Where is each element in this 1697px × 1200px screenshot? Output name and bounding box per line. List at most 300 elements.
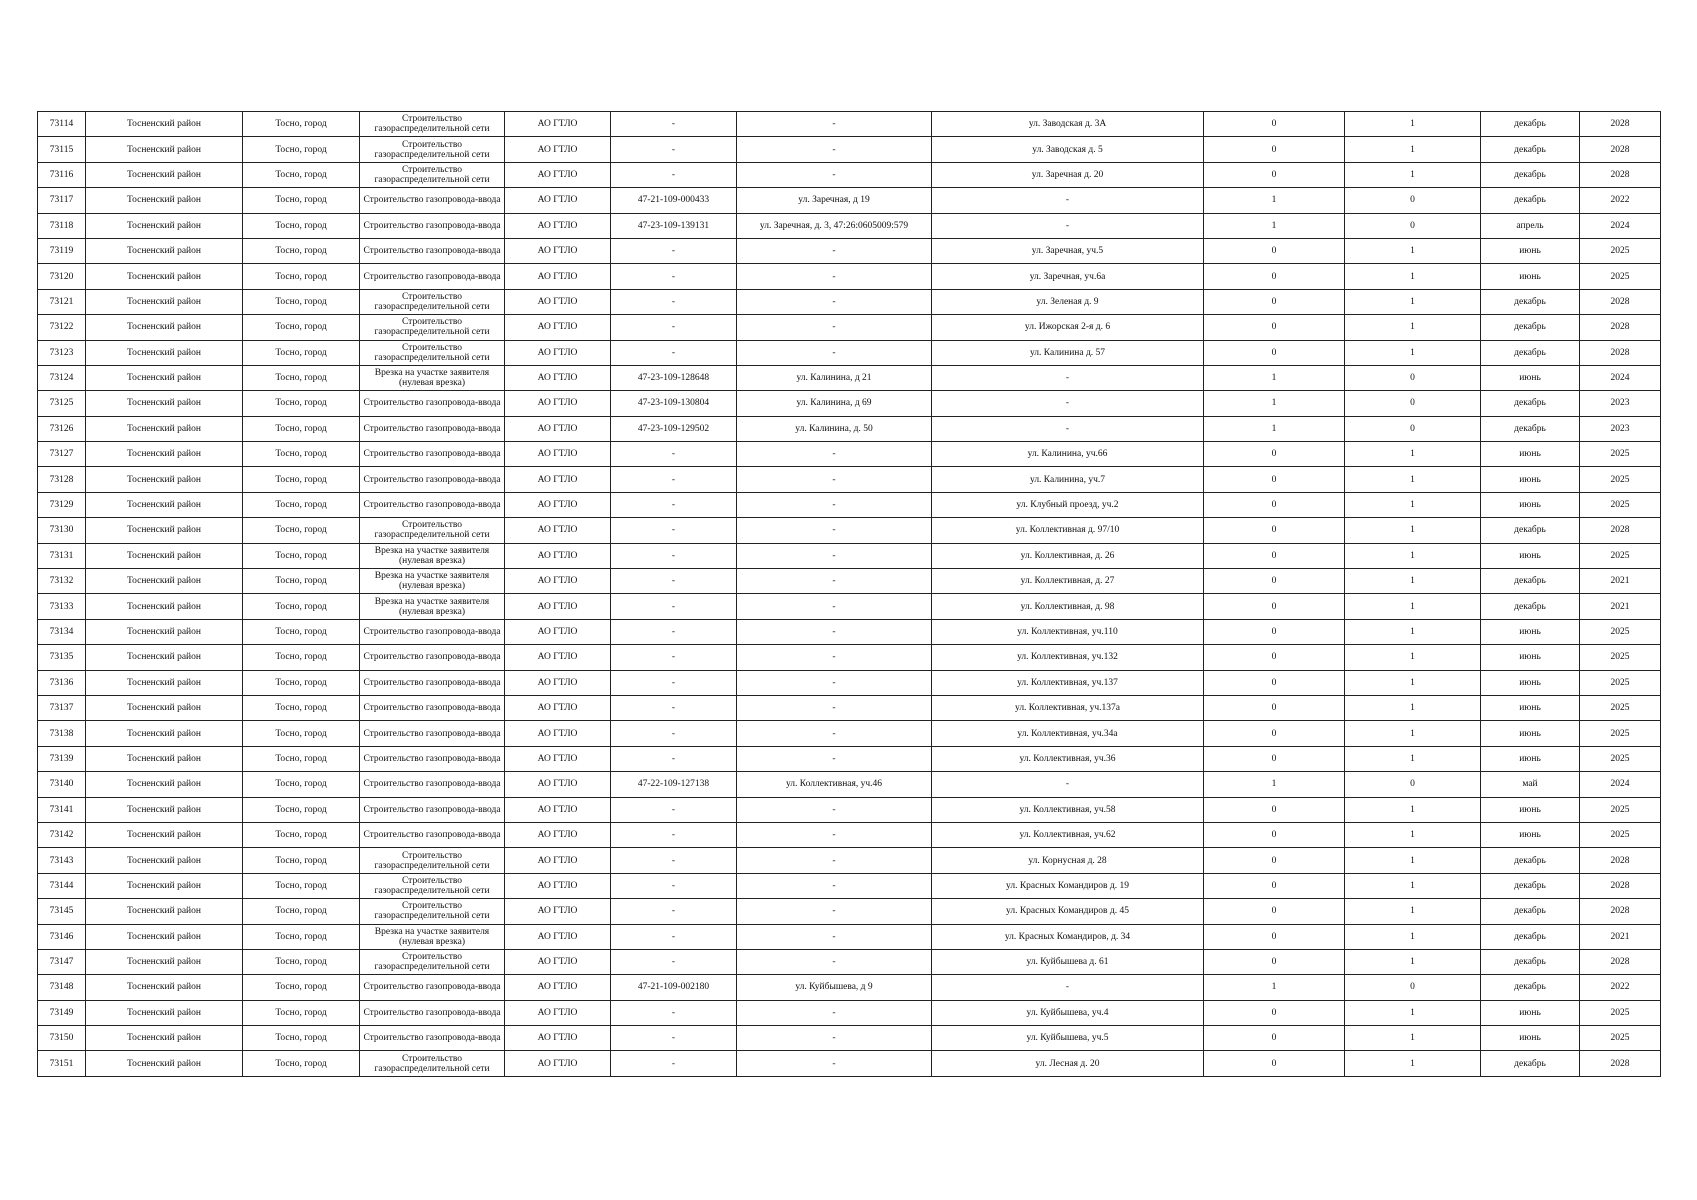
cell-district: Тосненский район	[86, 289, 243, 314]
cell-district: Тосненский район	[86, 1026, 243, 1051]
cell-work_type: Строительство газопровода-ввода	[360, 797, 505, 822]
cell-district: Тосненский район	[86, 467, 243, 492]
cell-flag_b: 1	[1345, 569, 1481, 594]
cell-cadastral: 47-21-109-002180	[611, 975, 737, 1000]
cell-org: АО ГТЛО	[505, 467, 611, 492]
cell-month: декабрь	[1481, 594, 1580, 619]
cell-address_cad: -	[737, 670, 932, 695]
cell-address_cad: -	[737, 569, 932, 594]
cell-flag_a: 0	[1204, 619, 1345, 644]
cell-flag_b: 1	[1345, 112, 1481, 137]
cell-district: Тосненский район	[86, 162, 243, 187]
cell-address_cad: -	[737, 873, 932, 898]
cell-org: АО ГТЛО	[505, 289, 611, 314]
cell-id: 73151	[38, 1051, 86, 1076]
cell-flag_b: 1	[1345, 594, 1481, 619]
cell-address: -	[932, 975, 1204, 1000]
cell-locality: Тосно, город	[243, 264, 360, 289]
cell-work_type: Строительство газораспределительной сети	[360, 873, 505, 898]
cell-district: Тосненский район	[86, 645, 243, 670]
cell-cadastral: -	[611, 1026, 737, 1051]
cell-address_cad: -	[737, 315, 932, 340]
cell-work_type: Строительство газопровода-ввода	[360, 416, 505, 441]
cell-flag_b: 1	[1345, 797, 1481, 822]
cell-address_cad: -	[737, 543, 932, 568]
cell-year: 2022	[1580, 975, 1661, 1000]
cell-work_type: Строительство газораспределительной сети	[360, 315, 505, 340]
cell-year: 2025	[1580, 619, 1661, 644]
cell-address_cad: -	[737, 340, 932, 365]
cell-month: июнь	[1481, 1026, 1580, 1051]
cell-org: АО ГТЛО	[505, 442, 611, 467]
cell-address_cad: -	[737, 162, 932, 187]
cell-org: АО ГТЛО	[505, 162, 611, 187]
cell-org: АО ГТЛО	[505, 797, 611, 822]
table-row	[38, 569, 1661, 594]
cell-flag_a: 0	[1204, 492, 1345, 517]
cell-cadastral: -	[611, 162, 737, 187]
cell-locality: Тосно, город	[243, 492, 360, 517]
cell-district: Тосненский район	[86, 670, 243, 695]
cell-id: 73148	[38, 975, 86, 1000]
cell-month: июнь	[1481, 238, 1580, 263]
cell-cadastral: -	[611, 645, 737, 670]
cell-org: АО ГТЛО	[505, 213, 611, 238]
cell-cadastral: -	[611, 594, 737, 619]
cell-id: 73149	[38, 1000, 86, 1025]
table-row	[38, 721, 1661, 746]
cell-flag_b: 1	[1345, 442, 1481, 467]
table-row	[38, 949, 1661, 974]
cell-month: июнь	[1481, 721, 1580, 746]
cell-org: АО ГТЛО	[505, 1026, 611, 1051]
table-row	[38, 924, 1661, 949]
cell-year: 2025	[1580, 746, 1661, 771]
cell-cadastral: -	[611, 797, 737, 822]
table-row	[38, 213, 1661, 238]
cell-id: 73121	[38, 289, 86, 314]
cell-district: Тосненский район	[86, 442, 243, 467]
cell-address_cad: -	[737, 289, 932, 314]
cell-year: 2025	[1580, 1026, 1661, 1051]
cell-address: ул. Калинина д. 57	[932, 340, 1204, 365]
cell-address_cad: -	[737, 518, 932, 543]
cell-id: 73135	[38, 645, 86, 670]
cell-id: 73147	[38, 949, 86, 974]
cell-cadastral: -	[611, 619, 737, 644]
cell-id: 73139	[38, 746, 86, 771]
cell-address: ул. Красных Командиров д. 45	[932, 899, 1204, 924]
cell-year: 2025	[1580, 1000, 1661, 1025]
cell-id: 73132	[38, 569, 86, 594]
cell-flag_a: 0	[1204, 112, 1345, 137]
cell-flag_b: 1	[1345, 289, 1481, 314]
cell-cadastral: -	[611, 569, 737, 594]
table-row	[38, 162, 1661, 187]
cell-district: Тосненский район	[86, 975, 243, 1000]
cell-flag_b: 1	[1345, 518, 1481, 543]
cell-flag_b: 0	[1345, 391, 1481, 416]
cell-cadastral: -	[611, 1000, 737, 1025]
cell-id: 73124	[38, 365, 86, 390]
cell-flag_a: 0	[1204, 797, 1345, 822]
cell-flag_a: 0	[1204, 594, 1345, 619]
cell-month: декабрь	[1481, 873, 1580, 898]
cell-district: Тосненский район	[86, 721, 243, 746]
cell-address: ул. Клубный проезд, уч.2	[932, 492, 1204, 517]
table-row	[38, 442, 1661, 467]
cell-flag_b: 1	[1345, 746, 1481, 771]
cell-district: Тосненский район	[86, 315, 243, 340]
cell-month: декабрь	[1481, 1051, 1580, 1076]
cell-cadastral: -	[611, 1051, 737, 1076]
cell-cadastral: -	[611, 492, 737, 517]
cell-flag_a: 0	[1204, 949, 1345, 974]
cell-flag_a: 0	[1204, 289, 1345, 314]
cell-id: 73126	[38, 416, 86, 441]
table-row	[38, 797, 1661, 822]
cell-year: 2028	[1580, 848, 1661, 873]
cell-work_type: Строительство газопровода-ввода	[360, 772, 505, 797]
cell-month: декабрь	[1481, 848, 1580, 873]
cell-flag_a: 0	[1204, 645, 1345, 670]
cell-work_type: Строительство газораспределительной сети	[360, 137, 505, 162]
cell-flag_a: 0	[1204, 746, 1345, 771]
cell-cadastral: 47-23-109-139131	[611, 213, 737, 238]
cell-work_type: Строительство газопровода-ввода	[360, 721, 505, 746]
cell-cadastral: -	[611, 721, 737, 746]
cell-month: декабрь	[1481, 416, 1580, 441]
cell-org: АО ГТЛО	[505, 949, 611, 974]
cell-year: 2025	[1580, 695, 1661, 720]
cell-month: июнь	[1481, 442, 1580, 467]
cell-address: ул. Калинина, уч.7	[932, 467, 1204, 492]
cell-district: Тосненский район	[86, 873, 243, 898]
cell-locality: Тосно, город	[243, 772, 360, 797]
cell-work_type: Строительство газопровода-ввода	[360, 264, 505, 289]
cell-district: Тосненский район	[86, 416, 243, 441]
cell-address: ул. Заводская д. 5	[932, 137, 1204, 162]
cell-locality: Тосно, город	[243, 315, 360, 340]
cell-district: Тосненский район	[86, 518, 243, 543]
cell-address_cad: -	[737, 899, 932, 924]
cell-address: ул. Коллективная, д. 98	[932, 594, 1204, 619]
cell-year: 2022	[1580, 188, 1661, 213]
cell-locality: Тосно, город	[243, 670, 360, 695]
cell-locality: Тосно, город	[243, 188, 360, 213]
cell-address: ул. Коллективная, уч.36	[932, 746, 1204, 771]
cell-address_cad: -	[737, 924, 932, 949]
cell-id: 73145	[38, 899, 86, 924]
cell-address_cad: -	[737, 1051, 932, 1076]
cell-district: Тосненский район	[86, 746, 243, 771]
cell-year: 2028	[1580, 289, 1661, 314]
cell-address: ул. Коллективная, уч.34а	[932, 721, 1204, 746]
cell-address_cad: -	[737, 695, 932, 720]
cell-address: ул. Ижорская 2-я д. 6	[932, 315, 1204, 340]
cell-flag_a: 0	[1204, 695, 1345, 720]
cell-cadastral: -	[611, 442, 737, 467]
cell-flag_b: 1	[1345, 315, 1481, 340]
cell-id: 73117	[38, 188, 86, 213]
cell-month: декабрь	[1481, 518, 1580, 543]
cell-address_cad: -	[737, 238, 932, 263]
cell-flag_b: 1	[1345, 467, 1481, 492]
cell-flag_b: 1	[1345, 238, 1481, 263]
cell-cadastral: -	[611, 899, 737, 924]
cell-flag_b: 1	[1345, 645, 1481, 670]
cell-locality: Тосно, город	[243, 391, 360, 416]
cell-locality: Тосно, город	[243, 873, 360, 898]
cell-org: АО ГТЛО	[505, 899, 611, 924]
cell-locality: Тосно, город	[243, 1000, 360, 1025]
cell-month: июнь	[1481, 670, 1580, 695]
cell-cadastral: -	[611, 518, 737, 543]
cell-district: Тосненский район	[86, 492, 243, 517]
cell-address: ул. Коллективная, уч.137	[932, 670, 1204, 695]
cell-org: АО ГТЛО	[505, 873, 611, 898]
cell-id: 73143	[38, 848, 86, 873]
cell-address_cad: -	[737, 442, 932, 467]
cell-locality: Тосно, город	[243, 365, 360, 390]
cell-cadastral: -	[611, 822, 737, 847]
cell-flag_a: 1	[1204, 772, 1345, 797]
cell-month: декабрь	[1481, 975, 1580, 1000]
table-row	[38, 238, 1661, 263]
cell-work_type: Строительство газопровода-ввода	[360, 492, 505, 517]
cell-address_cad: -	[737, 492, 932, 517]
cell-flag_a: 0	[1204, 467, 1345, 492]
cell-cadastral: -	[611, 467, 737, 492]
cell-flag_a: 1	[1204, 975, 1345, 1000]
cell-cadastral: -	[611, 289, 737, 314]
table-row	[38, 772, 1661, 797]
cell-month: декабрь	[1481, 924, 1580, 949]
cell-district: Тосненский район	[86, 543, 243, 568]
cell-month: июнь	[1481, 695, 1580, 720]
cell-org: АО ГТЛО	[505, 391, 611, 416]
cell-district: Тосненский район	[86, 695, 243, 720]
cell-id: 73150	[38, 1026, 86, 1051]
cell-org: АО ГТЛО	[505, 569, 611, 594]
cell-year: 2028	[1580, 1051, 1661, 1076]
cell-year: 2028	[1580, 518, 1661, 543]
cell-month: июнь	[1481, 543, 1580, 568]
cell-id: 73146	[38, 924, 86, 949]
cell-work_type: Врезка на участке заявителя (нулевая врезка)	[360, 924, 505, 949]
cell-year: 2025	[1580, 670, 1661, 695]
cell-flag_a: 0	[1204, 315, 1345, 340]
cell-cadastral: 47-23-109-130804	[611, 391, 737, 416]
cell-month: июнь	[1481, 264, 1580, 289]
cell-locality: Тосно, город	[243, 848, 360, 873]
cell-locality: Тосно, город	[243, 569, 360, 594]
table-row	[38, 289, 1661, 314]
cell-locality: Тосно, город	[243, 340, 360, 365]
cell-org: АО ГТЛО	[505, 822, 611, 847]
cell-id: 73120	[38, 264, 86, 289]
cell-address_cad: -	[737, 721, 932, 746]
cell-flag_b: 1	[1345, 949, 1481, 974]
cell-work_type: Строительство газопровода-ввода	[360, 746, 505, 771]
cell-flag_b: 1	[1345, 1026, 1481, 1051]
cell-cadastral: -	[611, 848, 737, 873]
cell-month: декабрь	[1481, 340, 1580, 365]
cell-year: 2023	[1580, 391, 1661, 416]
cell-year: 2025	[1580, 645, 1661, 670]
cell-id: 73119	[38, 238, 86, 263]
cell-flag_a: 1	[1204, 365, 1345, 390]
cell-cadastral: -	[611, 264, 737, 289]
cell-locality: Тосно, город	[243, 137, 360, 162]
cell-flag_b: 0	[1345, 213, 1481, 238]
cell-year: 2021	[1580, 924, 1661, 949]
cell-address: -	[932, 188, 1204, 213]
table-row	[38, 365, 1661, 390]
cell-locality: Тосно, город	[243, 695, 360, 720]
cell-year: 2025	[1580, 721, 1661, 746]
cell-address_cad: -	[737, 112, 932, 137]
cell-org: АО ГТЛО	[505, 416, 611, 441]
table-row	[38, 822, 1661, 847]
cell-year: 2024	[1580, 213, 1661, 238]
cell-flag_b: 1	[1345, 162, 1481, 187]
table-row	[38, 518, 1661, 543]
cell-org: АО ГТЛО	[505, 340, 611, 365]
cell-org: АО ГТЛО	[505, 772, 611, 797]
table-row	[38, 1026, 1661, 1051]
cell-cadastral: -	[611, 746, 737, 771]
cell-locality: Тосно, город	[243, 721, 360, 746]
cell-id: 73114	[38, 112, 86, 137]
cell-work_type: Строительство газопровода-ввода	[360, 645, 505, 670]
cell-address: ул. Куйбышева, уч.4	[932, 1000, 1204, 1025]
cell-flag_a: 0	[1204, 721, 1345, 746]
cell-locality: Тосно, город	[243, 746, 360, 771]
cell-year: 2028	[1580, 137, 1661, 162]
cell-id: 73125	[38, 391, 86, 416]
cell-org: АО ГТЛО	[505, 721, 611, 746]
cell-flag_b: 1	[1345, 492, 1481, 517]
cell-work_type: Строительство газораспределительной сети	[360, 340, 505, 365]
cell-org: АО ГТЛО	[505, 188, 611, 213]
cell-district: Тосненский район	[86, 848, 243, 873]
cell-district: Тосненский район	[86, 264, 243, 289]
cell-org: АО ГТЛО	[505, 112, 611, 137]
cell-work_type: Строительство газопровода-ввода	[360, 391, 505, 416]
cell-address: ул. Куйбышева, уч.5	[932, 1026, 1204, 1051]
cell-work_type: Строительство газопровода-ввода	[360, 238, 505, 263]
cell-address: -	[932, 213, 1204, 238]
cell-flag_a: 0	[1204, 670, 1345, 695]
cell-flag_b: 1	[1345, 137, 1481, 162]
cell-year: 2025	[1580, 543, 1661, 568]
cell-work_type: Строительство газораспределительной сети	[360, 289, 505, 314]
cell-flag_a: 0	[1204, 1026, 1345, 1051]
cell-id: 73130	[38, 518, 86, 543]
cell-work_type: Строительство газораспределительной сети	[360, 949, 505, 974]
cell-district: Тосненский район	[86, 772, 243, 797]
cell-address_cad: -	[737, 949, 932, 974]
cell-cadastral: -	[611, 238, 737, 263]
cell-address_cad: -	[737, 848, 932, 873]
cell-id: 73134	[38, 619, 86, 644]
cell-work_type: Врезка на участке заявителя (нулевая врезка)	[360, 365, 505, 390]
cell-address: -	[932, 365, 1204, 390]
cell-month: июнь	[1481, 619, 1580, 644]
cell-id: 73122	[38, 315, 86, 340]
cell-district: Тосненский район	[86, 1051, 243, 1076]
cell-year: 2025	[1580, 797, 1661, 822]
cell-address_cad: ул. Заречная, д 19	[737, 188, 932, 213]
cell-year: 2025	[1580, 492, 1661, 517]
cell-org: АО ГТЛО	[505, 695, 611, 720]
cell-work_type: Строительство газораспределительной сети	[360, 848, 505, 873]
cell-id: 73116	[38, 162, 86, 187]
cell-month: декабрь	[1481, 188, 1580, 213]
table-row	[38, 746, 1661, 771]
table-row	[38, 594, 1661, 619]
cell-year: 2025	[1580, 467, 1661, 492]
cell-address_cad: -	[737, 619, 932, 644]
cell-work_type: Строительство газопровода-ввода	[360, 1000, 505, 1025]
cell-cadastral: -	[611, 340, 737, 365]
cell-cadastral: -	[611, 924, 737, 949]
cell-address: ул. Коллективная, д. 26	[932, 543, 1204, 568]
cell-year: 2025	[1580, 442, 1661, 467]
cell-org: АО ГТЛО	[505, 315, 611, 340]
cell-address: ул. Коллективная, уч.110	[932, 619, 1204, 644]
cell-year: 2025	[1580, 264, 1661, 289]
cell-address: ул. Корнусная д. 28	[932, 848, 1204, 873]
table-row	[38, 975, 1661, 1000]
cell-flag_b: 1	[1345, 822, 1481, 847]
cell-work_type: Строительство газопровода-ввода	[360, 1026, 505, 1051]
cell-work_type: Строительство газораспределительной сети	[360, 899, 505, 924]
cell-district: Тосненский район	[86, 924, 243, 949]
cell-work_type: Строительство газопровода-ввода	[360, 975, 505, 1000]
cell-address_cad: -	[737, 822, 932, 847]
cell-year: 2024	[1580, 772, 1661, 797]
cell-month: декабрь	[1481, 899, 1580, 924]
table-row	[38, 873, 1661, 898]
table-row	[38, 645, 1661, 670]
cell-address: ул. Заречная, уч.6а	[932, 264, 1204, 289]
cell-month: декабрь	[1481, 137, 1580, 162]
cell-flag_a: 1	[1204, 213, 1345, 238]
cell-locality: Тосно, город	[243, 416, 360, 441]
cell-cadastral: -	[611, 137, 737, 162]
cell-address: ул. Красных Командиров, д. 34	[932, 924, 1204, 949]
cell-month: июнь	[1481, 365, 1580, 390]
cell-locality: Тосно, город	[243, 543, 360, 568]
cell-org: АО ГТЛО	[505, 543, 611, 568]
cell-year: 2021	[1580, 594, 1661, 619]
cell-org: АО ГТЛО	[505, 670, 611, 695]
cell-address: ул. Коллективная, уч.132	[932, 645, 1204, 670]
cell-org: АО ГТЛО	[505, 137, 611, 162]
cell-address_cad: -	[737, 137, 932, 162]
cell-work_type: Врезка на участке заявителя (нулевая врезка)	[360, 594, 505, 619]
cell-flag_b: 1	[1345, 619, 1481, 644]
cell-address: ул. Красных Командиров д. 19	[932, 873, 1204, 898]
cell-id: 73137	[38, 695, 86, 720]
cell-flag_a: 0	[1204, 899, 1345, 924]
cell-flag_b: 1	[1345, 873, 1481, 898]
cell-address_cad: -	[737, 645, 932, 670]
table-row	[38, 264, 1661, 289]
cell-flag_a: 0	[1204, 162, 1345, 187]
